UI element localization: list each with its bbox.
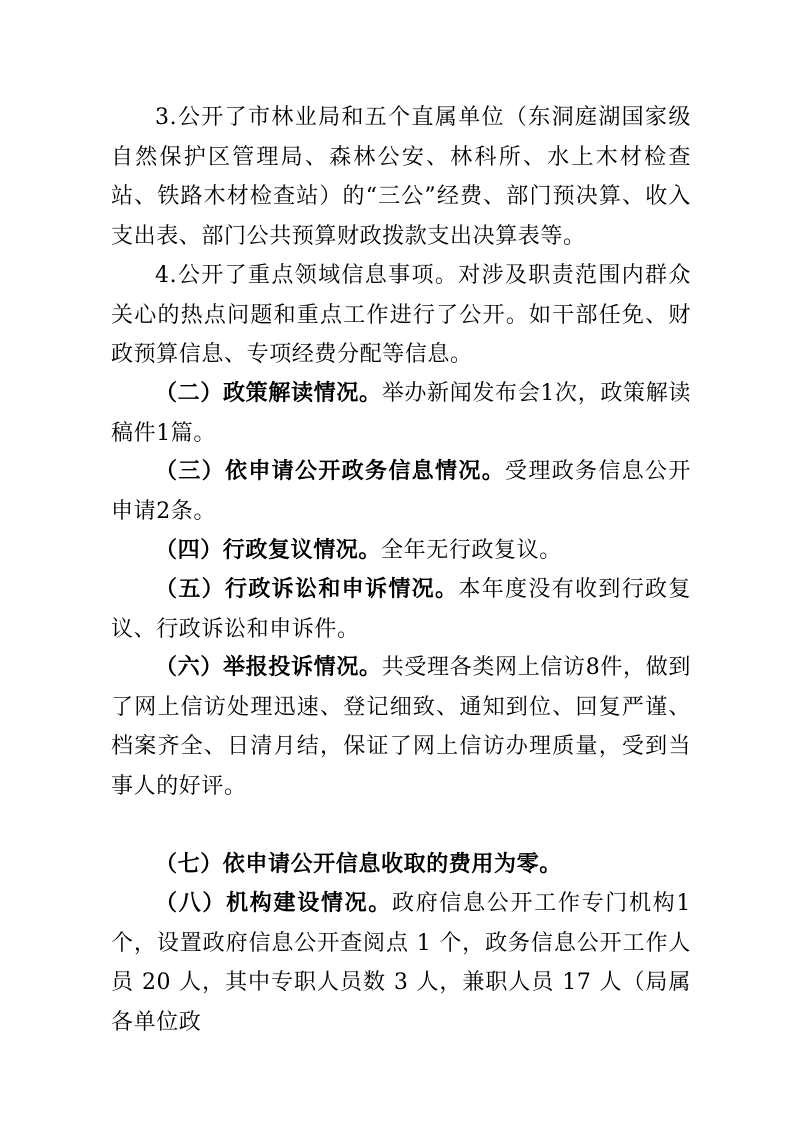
section-text: 政府信息公开工作专门机构1个，设置政府信息公开查阅点 1 个，政务信息公开工作人员 20 人，其中专职人员数 3 人，兼职人员 17 人（局属各单位政 bbox=[111, 891, 691, 1035]
section-heading: （七）依申请公开信息收取的费用为零。 bbox=[155, 851, 562, 877]
paragraph-three-gong-funds bbox=[111, 98, 691, 256]
section-litigation-appeal bbox=[111, 570, 691, 649]
section-text: 共受理各类网上信访8件，做到了网上信访处理迅速、登记细致、通知到位、回复严谨、档案齐全、日清月结，保证了网上信访办理质量，受到当事人的好评。 bbox=[111, 655, 691, 799]
paragraph-text: 4.公开了重点领域信息事项。对涉及职责范围内群众关心的热点问题和重点工作进行了公开。如干部任免、财政预算信息、专项经费分配等信息。 bbox=[111, 263, 691, 367]
section-heading: （二）政策解读情况。 bbox=[155, 380, 382, 406]
section-complaints bbox=[111, 648, 691, 806]
section-heading: （五）行政诉讼和申诉情况。 bbox=[155, 576, 459, 602]
paragraph-text: 3.公开了市林业局和五个直属单位（东洞庭湖国家级自然保护区管理局、森林公安、林科所、水上木材检查站、铁路木材检查站）的“三公”经费、部门预决算、收入支出表、部门公共预算财政拨款支出决算表等。 bbox=[111, 105, 691, 249]
section-text: 受理政务信息公开申请2条。 bbox=[111, 459, 691, 524]
section-heading: （六）举报投诉情况。 bbox=[155, 654, 382, 680]
section-heading: （四）行政复议情况。 bbox=[155, 537, 382, 563]
section-text: 全年无行政复议。 bbox=[381, 538, 562, 563]
section-administrative-review bbox=[111, 531, 691, 571]
paragraph-key-areas bbox=[111, 256, 691, 375]
section-organization bbox=[111, 884, 691, 1042]
section-policy-interpretation bbox=[111, 374, 691, 453]
section-text: 本年度没有收到行政复议、行政诉讼和申诉件。 bbox=[111, 577, 691, 642]
section-text: 举办新闻发布会1次，政策解读稿件1篇。 bbox=[111, 381, 691, 446]
section-heading: （三）依申请公开政务信息情况。 bbox=[155, 458, 506, 484]
section-heading: （八）机构建设情况。 bbox=[155, 890, 392, 916]
section-fees bbox=[111, 845, 691, 885]
section-application-disclosure bbox=[111, 452, 691, 531]
